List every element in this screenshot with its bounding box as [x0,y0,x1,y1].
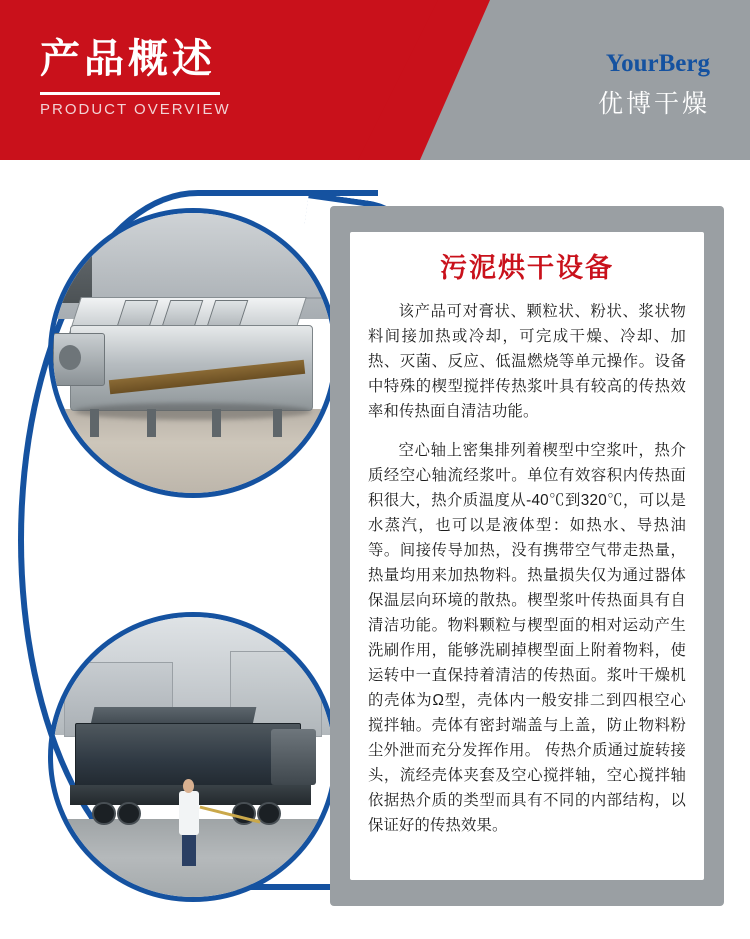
product-photo-shipping-art [53,617,333,897]
cargo-dryer-unit [75,723,301,787]
photo-dark-corner [53,213,92,303]
worker-body [179,791,199,836]
description-panel [330,206,724,906]
truck-wheel [92,802,116,826]
page-title-en: PRODUCT OVERVIEW [40,101,231,118]
product-photo-workshop [48,208,338,498]
product-photo-shipping [48,612,338,902]
dryer-support-legs [81,409,299,437]
page-header [0,0,750,160]
truck-cab [271,729,316,785]
brand-name-en: YourBerg [605,50,710,77]
description-paragraph-2: 空心轴上密集排列着楔型中空浆叶，热介质经空心轴流经浆叶。单位有效容积内传热面积很大，热介质温度从-40℃到320℃，可以是水蒸汽，也可以是液体型：如热水、导热油等。间接传导加热，没有携带空气带走热量，热量均用来加热物料。热量损失仅为通过器体保温层向环境的散热。楔型浆叶传热面具有自清洁功能。物料颗粒与楔型面的相对运动产生洗刷作用，能够洗刷掉楔型面上附着物料，使运转中一直保持着清洁的传热面。浆叶干燥机的壳体为Ω型，壳体内一般安排二到四根空心搅拌轴。壳体有密封端盖与上盖，防止物料粉尘外泄而充分发挥作用。 传热介质通过旋转接头，流经壳体夹套及空心搅拌轴，空心搅拌轴依据热介质的类型而具有不同的内部结构，以保证好的传热效果。 [368,442,686,834]
description-paragraph-1: 该产品可对膏状、颗粒状、粉状、浆状物料间接加热或冷却，可完成干燥、冷却、加热、灭菌、反应、低温燃烧等单元操作。设备中特殊的楔型搅拌传热浆叶具有较高的传热效率和传热面自清洁功能。 [368,303,686,420]
product-name-heading: 污泥烘干设备 [440,253,614,283]
leg [273,409,282,437]
dryer-shaft-end [59,345,81,370]
leg [212,409,221,437]
page-body [0,160,750,939]
title-divider [40,92,220,95]
page-title-cn: 产品概述 [40,37,216,81]
product-photo-workshop-art [53,213,333,493]
description-panel-inner [350,232,704,880]
brand-logo [598,50,710,120]
worker-legs [182,835,196,866]
brand-name-cn: 优博干燥 [597,90,710,118]
leg [147,409,156,437]
leg [90,409,99,437]
